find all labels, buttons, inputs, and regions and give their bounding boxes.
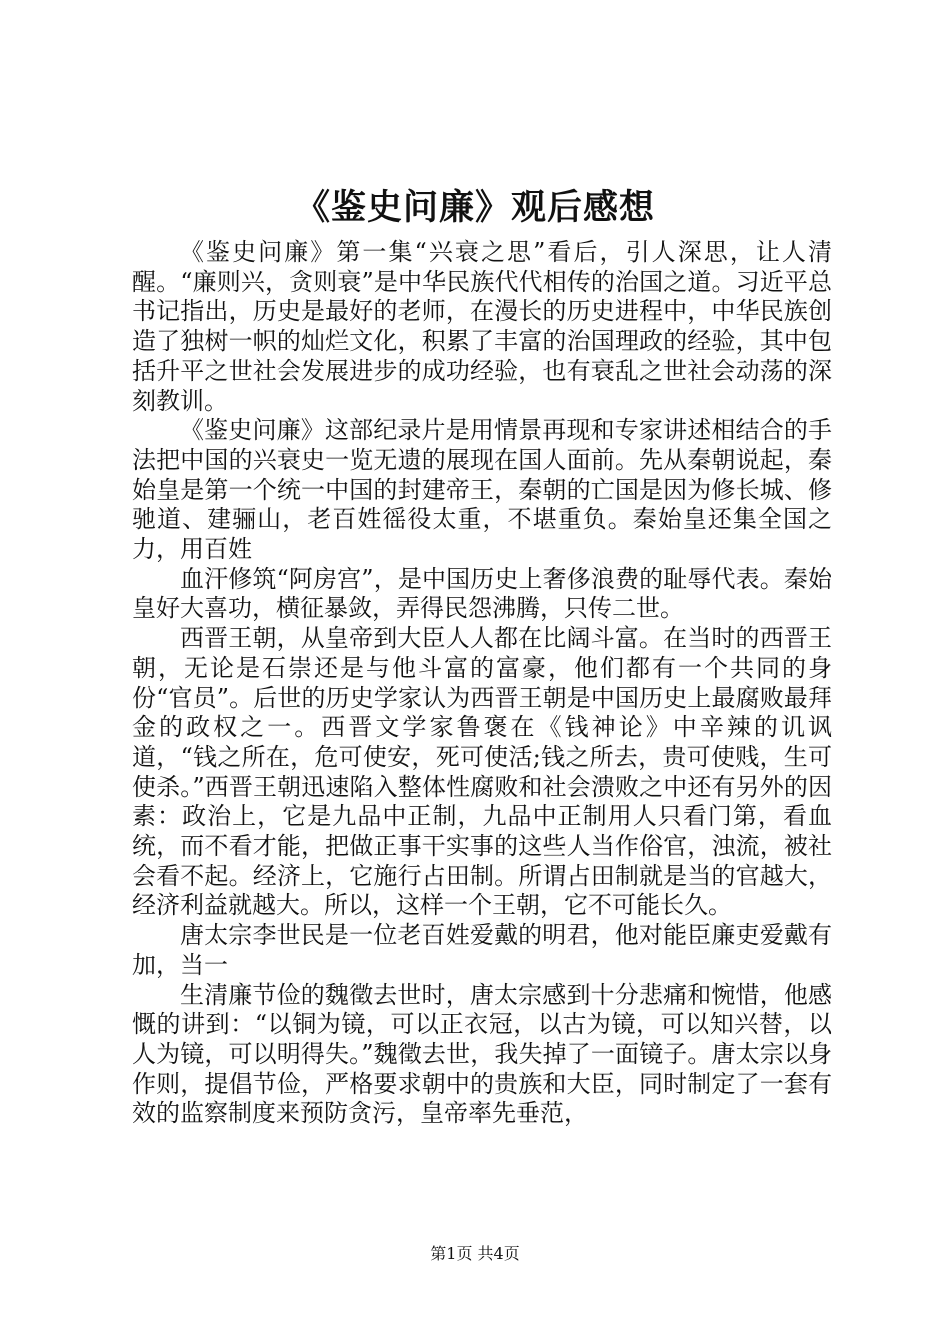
document-body	[132, 238, 832, 1129]
paragraph: 生清廉节俭的魏徵去世时，唐太宗感到十分悲痛和惋惜，他感慨的讲到：“以铜为镜，可以正衣冠，以古为镜，可以知兴替，以人为镜，可以明得失。”魏徵去世，我失掉了一面镜子。唐太宗以身作则，提倡节俭，严格要求朝中的贵族和大臣，同时制定了一套有效的监察制度来预防贪污，皇帝率先垂范，	[132, 980, 832, 1128]
paragraph: 血汗修筑“阿房宫”，是中国历史上奢侈浪费的耻辱代表。秦始皇好大喜功，横征暴敛，弄得民怨沸腾，只传二世。	[132, 564, 832, 623]
paragraph: 《鉴史问廉》这部纪录片是用情景再现和专家讲述相结合的手法把中国的兴衰史一览无遗的展现在国人面前。先从秦朝说起，秦始皇是第一个统一中国的封建帝王，秦朝的亡国是因为修长城、修驰道、建骊山，老百姓徭役太重，不堪重负。秦始皇还集全国之力，用百姓	[132, 416, 832, 564]
document-title: 《鉴史问廉》观后感想	[294, 187, 655, 228]
page-footer: 第1页 共4页	[430, 1244, 520, 1263]
paragraph: 唐太宗李世民是一位老百姓爱戴的明君，他对能臣廉吏爱戴有加，当一	[132, 921, 832, 979]
paragraph: 西晋王朝，从皇帝到大臣人人都在比阔斗富。在当时的西晋王朝，无论是石崇还是与他斗富的富豪，他们都有一个共同的身份“官员”。后世的历史学家认为西晋王朝是中国历史上最腐败最拜金的政权之一。西晋文学家鲁褒在《钱神论》中辛辣的讥讽道，“钱之所在，危可使安，死可使活;钱之所去，贵可使贱，生可使杀。”西晋王朝迅速陷入整体性腐败和社会溃败之中还有另外的因素：政治上，它是九品中正制，九品中正制用人只看门第，看血统，而不看才能，把做正事干实事的这些人当作俗官，浊流，被社会看不起。经济上，它施行占田制。所谓占田制就是当的官越大，经济利益就越大。所以，这样一个王朝，它不可能长久。	[132, 624, 832, 920]
paragraph: 《鉴史问廉》第一集“兴衰之思”看后，引人深思，让人清醒。“廉则兴，贪则衰”是中华民族代代相传的治国之道。习近平总书记指出，历史是最好的老师，在漫长的历史进程中，中华民族创造了独树一帜的灿烂文化，积累了丰富的治国理政的经验，其中包括升平之世社会发展进步的成功经验，也有衰乱之世社会动荡的深刻教训。	[132, 238, 832, 415]
